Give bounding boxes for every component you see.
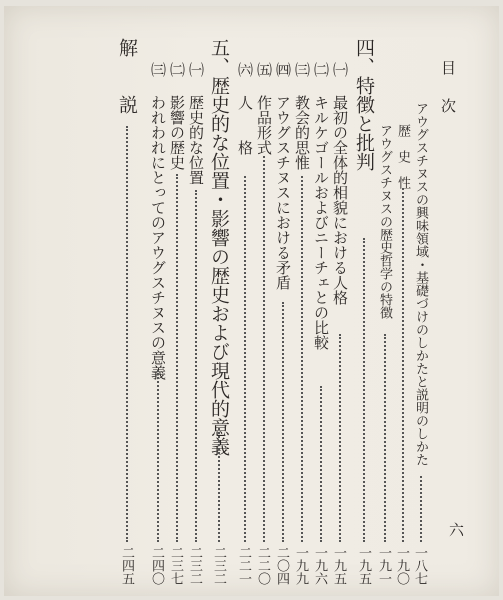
toc-item-4-5: ㈤ 作品形式 [255, 62, 273, 155]
toc-item-5-1: ㈠ 歴史的な位置 [187, 62, 205, 185]
toc-page-number: 一九一 [376, 546, 391, 585]
toc-item-4-3: ㈢ 教会的思惟 [293, 62, 311, 170]
leader-dots [218, 428, 220, 542]
toc-page-number: 二二一 [236, 546, 251, 585]
toc-item-5-3: ㈢ われわれにとってのアウグスチヌスの意義 [149, 62, 167, 380]
toc-page-number: 二四〇 [149, 546, 164, 585]
toc-page-number: 二三二 [211, 546, 226, 585]
toc-item-4-1: ㈠ 最初の全体的相貌における人格 [331, 62, 349, 305]
toc-page-number: 一九九 [293, 546, 308, 585]
toc-item-4-6: ㈥ 人 格 [236, 62, 254, 155]
toc-item-4-4: ㈣ アウグスチヌスにおける矛盾 [274, 62, 292, 290]
leader-dots [384, 334, 386, 542]
leader-dots [176, 174, 178, 542]
toc-page-number: 一八七 [412, 546, 427, 585]
toc-item-s3-philosophy: アウグスチヌスの歴史哲学の特徴 [377, 124, 392, 319]
book-page [4, 6, 499, 596]
toc-page-number: 二〇四 [274, 546, 289, 585]
toc-page-number: 一九五 [331, 546, 346, 585]
page-number: 六 [447, 522, 465, 537]
leader-dots [244, 176, 246, 542]
leader-dots [420, 476, 422, 542]
toc-section-kaisetsu: 解 説 [116, 38, 138, 114]
leader-dots [402, 188, 404, 542]
toc-item-s3-interest: アウグスチヌスの興味領域・基礎づけのしかたと説明のしかた [413, 102, 428, 466]
toc-page-number: 二四五 [119, 546, 134, 585]
leader-dots [263, 156, 265, 542]
toc-page-number: 一九六 [312, 546, 327, 585]
leader-dots [157, 370, 159, 542]
toc-item-s3-historicity: 歴 史 性 [395, 124, 410, 189]
toc-section-5: 五、歴史的な位置・影響の歴史および現代的意義 [208, 38, 230, 456]
toc-page-number: 一九五 [356, 546, 371, 585]
toc-page-number: 一九〇 [394, 546, 409, 585]
leader-dots [126, 126, 128, 542]
leader-dots [339, 334, 341, 542]
leader-dots [282, 302, 284, 542]
toc-item-5-2: ㈡ 影響の歴史 [168, 62, 186, 170]
leader-dots [320, 386, 322, 542]
toc-item-4-2: ㈡ キルケゴールおよびニーチェとの比較 [312, 62, 330, 350]
page-heading: 目 次 [439, 60, 457, 117]
toc-section-4: 四、特徴と批判 [353, 38, 375, 171]
toc-page-number: 二三二 [187, 546, 202, 585]
leader-dots [301, 176, 303, 542]
leader-dots [363, 238, 365, 542]
toc-page-number: 二二〇 [255, 546, 270, 585]
leader-dots [195, 190, 197, 542]
toc-page-number: 二三七 [168, 546, 183, 585]
